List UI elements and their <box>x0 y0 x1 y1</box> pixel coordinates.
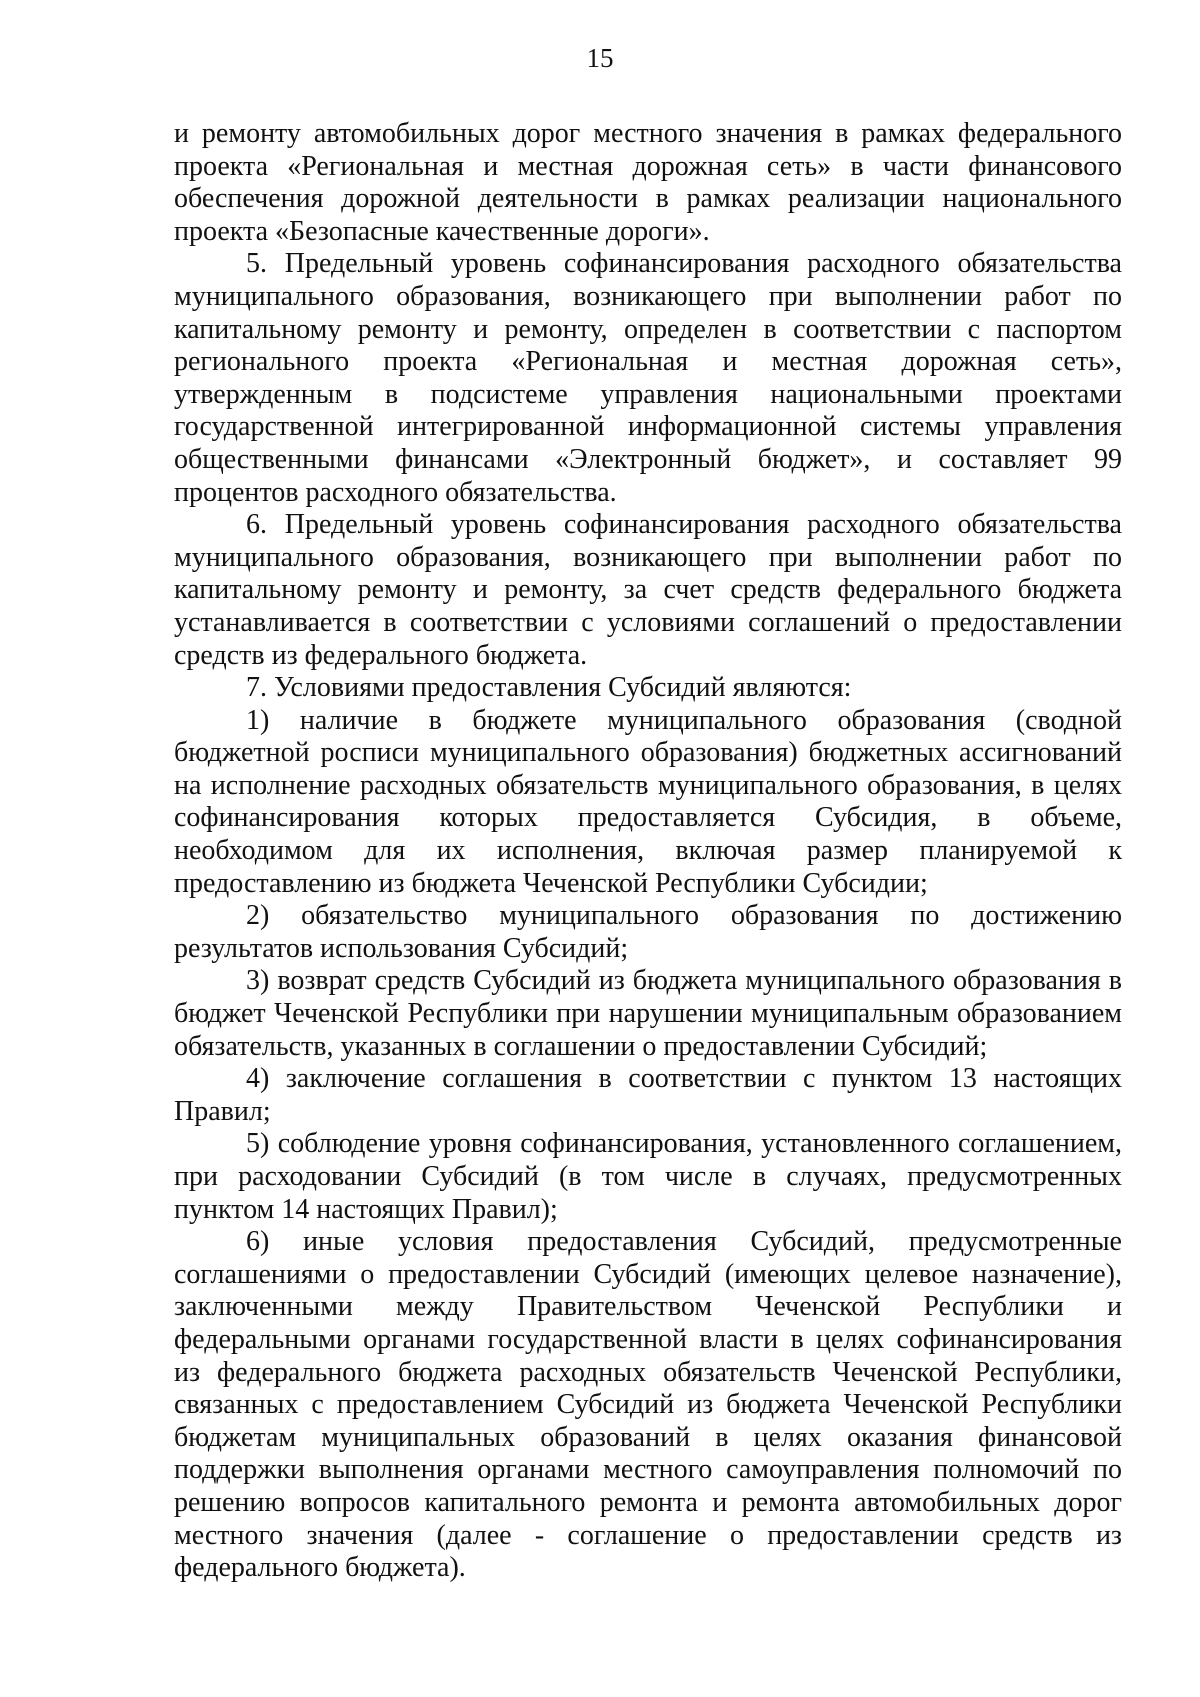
paragraph-item-7: 7. Условиями предоставления Субсидий являются: <box>246 672 852 704</box>
condition-2: 2) обязательство муниципального образования по достижению результатов использования Субсидий; <box>174 900 1122 964</box>
paragraph-continuation: и ремонту автомобильных дорог местного значения в рамках федерального проекта «Региональная и местная дорожная сеть» в части финансового обеспечения дорожной деятельности в рамках реализации национального проекта «Безопасные качественные дороги». <box>174 118 1122 247</box>
document-body <box>174 118 1122 1585</box>
paragraph-item-6: 6. Предельный уровень софинансирования расходного обязательства муниципального образования, возникающего при выполнении работ по капитальному ремонту и ремонту, за счет средств федерального бюджета устанавливается в соответствии с условиями соглашений о предоставлении средств из федерального бюджета. <box>174 509 1122 671</box>
condition-4: 4) заключение соглашения в соответствии с пунктом 13 настоящих Правил; <box>174 1063 1122 1127</box>
condition-6: 6) иные условия предоставления Субсидий, предусмотренные соглашениями о предоставлении Субсидий (имеющих целевое назначение), заключенными между Правительством Чеченской Республики и федеральными органами государственной власти в целях софинансирования из федерального бюджета расходных обязательств Чеченской Республики, связанных с предоставлением Субсидий из бюджета Чеченской Республики бюджетам муниципальных образований в целях оказания финансовой поддержки выполнения органами местного самоуправления полномочий по решению вопросов капитального ремонта и ремонта автомобильных дорог местного значения (далее - соглашение о предоставлении средств из федерального бюджета). <box>174 1226 1122 1584</box>
condition-3: 3) возврат средств Субсидий из бюджета муниципального образования в бюджет Чеченской Республики при нарушении муниципальным образованием обязательств, указанных в соглашении о предоставлении Субсидий; <box>174 965 1122 1062</box>
condition-1: 1) наличие в бюджете муниципального образования (сводной бюджетной росписи муниципального образования) бюджетных ассигнований на исполнение расходных обязательств муниципального образования, в целях софинансирования которых предоставляется Субсидия, в объеме, необходимом для их исполнения, включая размер планируемой к предоставлению из бюджета Чеченской Республики Субсидии; <box>174 704 1122 899</box>
condition-5: 5) соблюдение уровня софинансирования, установленного соглашением, при расходовании Субсидий (в том числе в случаях, предусмотренных пунктом 14 настоящих Правил); <box>174 1128 1122 1225</box>
page-number: 15 <box>586 43 614 73</box>
paragraph-item-5: 5. Предельный уровень софинансирования расходного обязательства муниципального образования, возникающего при выполнении работ по капитальному ремонту и ремонту, определен в соответствии с паспортом регионального проекта «Региональная и местная дорожная сеть», утвержденным в подсистеме управления национальными проектами государственной интегрированной информационной системы управления общественными финансами «Электронный бюджет», и составляет 99 процентов расходного обязательства. <box>174 248 1122 508</box>
